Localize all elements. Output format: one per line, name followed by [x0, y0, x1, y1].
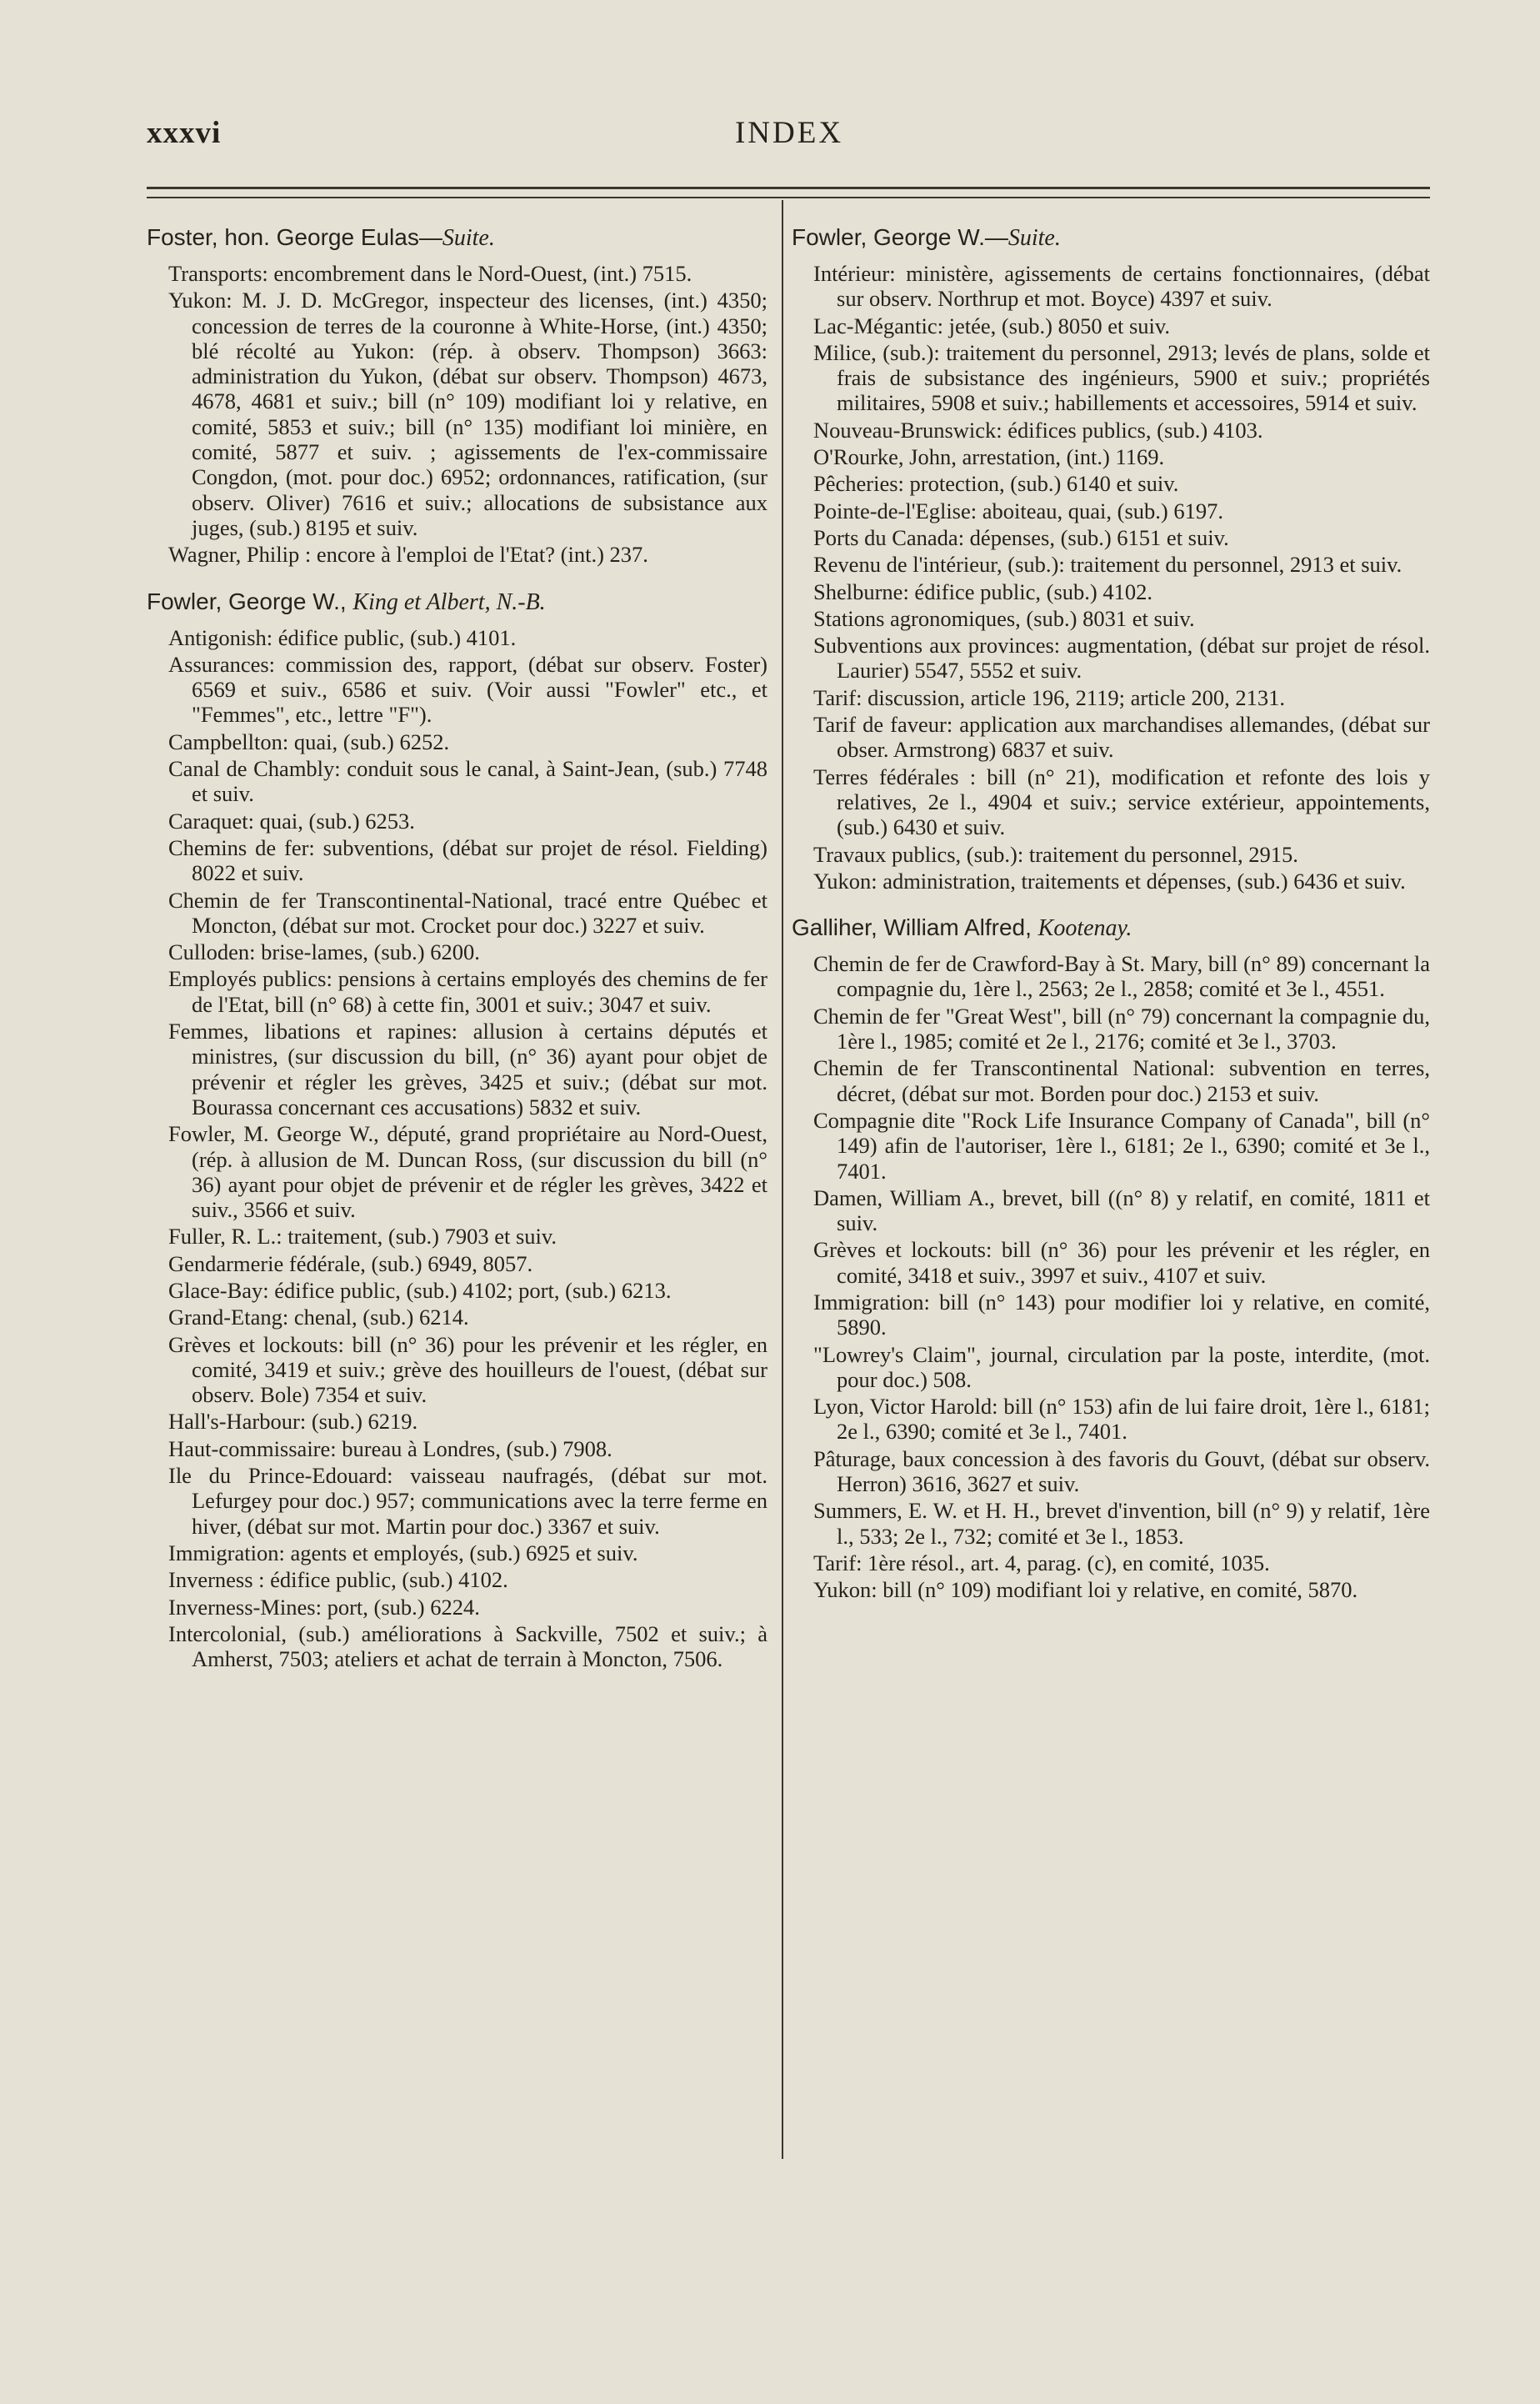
index-entry-fowler [147, 588, 768, 1672]
index-entry-galliher [792, 914, 1430, 1602]
subentry: Hall's-Harbour: (sub.) 6219. [168, 1409, 418, 1435]
subentry: Tarif: discussion, article 196, 2119; article 200, 2131. [813, 684, 1286, 710]
subentry: Compagnie dite "Rock Life Insurance Company of Canada", bill (n° 149) afin de l'autoriser, 1ère l., 6181; 2e l., 6390; comité et 3e l., 7401. [813, 1107, 1430, 1184]
subentry: Lyon, Victor Harold: bill (n° 153) afin de lui faire droit, 1ère l., 6181; 2e l., 6390; comité et 3e l., 7401. [813, 1394, 1430, 1445]
subentry: Lac-Mégantic: jetée, (sub.) 8050 et suiv. [813, 313, 1171, 338]
left-column [147, 223, 768, 1680]
subentry: Yukon: administration, traitements et dépenses, (sub.) 6436 et suiv. [813, 868, 1406, 894]
subentry: Fowler, M. George W., député, grand propriétaire au Nord-Ouest, (rép. à allusion de M. Duncan Ross, (sur discussion du bill (n° 36) ayant pour objet de prévenir et de régler les grèves, 3422 et suiv., 3566 et suiv. [168, 1121, 768, 1223]
riding-name: Kootenay. [1038, 915, 1132, 942]
subentry: Pointe-de-l'Eglise: aboiteau, quai, (sub.) 6197. [813, 498, 1223, 523]
subentry: Femmes, libations et rapines: allusion à certains députés et ministres, (sur discussion du bill, (n° 36) ayant pour objet de prévenir et régler les grèves, 3425 et suiv.; (débat sur mot. Bourassa concernant ces accusations) 5832 et suiv. [168, 1019, 768, 1119]
subentry: Intérieur: ministère, agissements de certains fonctionnaires, (débat sur observ. Northrup et mot. Boyce) 4397 et suiv. [813, 261, 1430, 312]
subentry: Employés publics: pensions à certains employés des chemins de fer de l'Etat, bill (n° 68) à cette fin, 3001 et suiv.; 3047 et suiv. [168, 966, 768, 1017]
subentry: Tarif: 1ère résol., art. 4, parag. (c), en comité, 1035. [813, 1550, 1270, 1575]
subentry: Ile du Prince-Edouard: vaisseau naufragés, (débat sur mot. Lefurgey pour doc.) 957; communications avec la terre ferme en hiver, (débat sur mot. Martin pour doc.) 3367 et suiv. [168, 1463, 768, 1539]
entry-heading: Fowler, George W.—Suite. [792, 224, 1061, 251]
subentry: Travaux publics, (sub.): traitement du personnel, 2915. [813, 841, 1298, 867]
subentry: Chemin de fer Transcontinental National: subvention en terres, décret, (débat sur mot. Borden pour doc.) 2153 et suiv. [813, 1055, 1430, 1106]
subentry: Inverness-Mines: port, (sub.) 6224. [168, 1594, 480, 1620]
subentry: Chemin de fer de Crawford-Bay à St. Mary, bill (n° 89) concernant la compagnie du, 1ère l., 2563; 2e l., 2858; comité et 3e l., 4551. [813, 951, 1430, 1002]
subentry: Transports: encombrement dans le Nord-Ouest, (int.) 7515. [168, 261, 692, 286]
subentry: Summers, E. W. et H. H., brevet d'invention, bill (n° 9) y relatif, 1ère l., 533; 2e l., 732; comité et 3e l., 1853. [813, 1498, 1430, 1549]
subentry: Subventions aux provinces: augmentation, (débat sur projet de résol. Laurier) 5547, 5552 et suiv. [813, 633, 1430, 684]
column-divider [782, 200, 783, 2159]
subentry: Tarif de faveur: application aux marchandises allemandes, (débat sur obser. Armstrong) 6837 et suiv. [813, 712, 1430, 763]
subentry: Chemin de fer "Great West", bill (n° 79) concernant la compagnie du, 1ère l., 1985; comité et 2e l., 2176; comité et 3e l., 3703. [813, 1003, 1430, 1054]
subentry: Chemins de fer: subventions, (débat sur projet de résol. Fielding) 8022 et suiv. [168, 834, 768, 886]
subentry: Nouveau-Brunswick: édifices publics, (sub.) 4103. [813, 417, 1263, 443]
subentry: Grèves et lockouts: bill (n° 36) pour les prévenir et les régler, en comité, 3419 et suiv.; grève des houilleurs de l'ouest, (débat sur observ. Bole) 7354 et suiv. [168, 1331, 768, 1408]
subentry: Revenu de l'intérieur, (sub.): traitement du personnel, 2913 et suiv. [813, 552, 1402, 578]
subentry: Immigration: agents et employés, (sub.) 6925 et suiv. [168, 1540, 638, 1565]
entry-heading: Fowler, George W., King et Albert, N.-B. [147, 588, 546, 615]
index-entry-foster [147, 223, 768, 568]
subentry: Yukon: M. J. D. McGregor, inspecteur des licenses, (int.) 4350; concession de terres de la couronne à White-Horse, (int.) 4350; blé récolté au Yukon: (rép. à observ. Thompson) 3663: administration du Yukon, (débat sur observ. Thompson) 4673, 4678, 4681 et suiv.; bill (n° 109) modifiant loi y relative, en comité, 5853 et suiv.; bill (n° 135) modifiant loi minière, en comité, 5877 et suiv. ; agissements de l'ex-commissaire Congdon, (mot. pour doc.) 6952; ordonnances, ratification, (sur observ. Oliver) 7616 et suiv.; allocations de subsistance aux juges, (sub.) 8195 et suiv. [168, 288, 768, 540]
subentry: Yukon: bill (n° 109) modifiant loi y relative, en comité, 5870. [813, 1577, 1358, 1603]
subentry: Culloden: brise-lames, (sub.) 6200. [168, 939, 480, 965]
subentry: Grand-Etang: chenal, (sub.) 6214. [168, 1305, 469, 1330]
subentry: Stations agronomiques, (sub.) 8031 et suiv. [813, 605, 1195, 631]
subentry: Haut-commissaire: bureau à Londres, (sub.) 7908. [168, 1435, 612, 1461]
subentry: O'Rourke, John, arrestation, (int.) 1169. [813, 444, 1165, 470]
riding-name: King et Albert, N.-B. [352, 588, 546, 615]
subentry: Milice, (sub.): traitement du personnel, 2913; levés de plans, solde et frais de subsistance des ingénieurs, 5900 et suiv.; propriétés militaires, 5908 et suiv.; habillements et accessoires, 5914 et suiv. [813, 339, 1430, 416]
subentry: Pâturage, baux concession à des favoris du Gouvt, (débat sur observ. Herron) 3616, 3627 et suiv. [813, 1445, 1430, 1497]
subentry: Campbellton: quai, (sub.) 6252. [168, 729, 450, 754]
subentry: Fuller, R. L.: traitement, (sub.) 7903 et suiv. [168, 1224, 558, 1250]
subentry: Inverness : édifice public, (sub.) 4102. [168, 1567, 508, 1593]
header-rule-bottom [147, 197, 1430, 198]
subentry: Ports du Canada: dépenses, (sub.) 6151 et suiv. [813, 524, 1229, 550]
subentry: Wagner, Philip : encore à l'emploi de l'Etat? (int.) 237. [168, 542, 648, 568]
subentry: Intercolonial, (sub.) améliorations à Sackville, 7502 et suiv.; à Amherst, 7503; ateliers et achat de terrain à Moncton, 7506. [168, 1620, 768, 1672]
subentry: Canal de Chambly: conduit sous le canal, à Saint-Jean, (sub.) 7748 et suiv. [168, 756, 768, 807]
page-title: INDEX [734, 116, 844, 150]
subentry: Immigration: bill (n° 143) pour modifier loi y relative, en comité, 5890. [813, 1289, 1430, 1340]
subentry: Grèves et lockouts: bill (n° 36) pour les prévenir et les régler, en comité, 3418 et suiv., 3997 et suiv., 4107 et suiv. [813, 1237, 1430, 1288]
subentry: Terres fédérales : bill (n° 21), modification et refonte des lois y relatives, 2e l., 4904 et suiv.; service extérieur, appointements, (sub.) 6430 et suiv. [813, 764, 1430, 840]
subentry: Gendarmerie fédérale, (sub.) 6949, 8057. [168, 1250, 533, 1276]
subentry: Assurances: commission des, rapport, (débat sur observ. Foster) 6569 et suiv., 6586 et suiv. (Voir aussi "Fowler" etc., et "Femmes", etc., lettre "F"). [168, 651, 768, 728]
index-entry-fowler-suite [792, 223, 1430, 894]
entry-heading: Galliher, William Alfred, Kootenay. [792, 914, 1132, 942]
subentry: Antigonish: édifice public, (sub.) 4101. [168, 624, 517, 650]
header-rule-top [147, 187, 1430, 189]
subentry: Chemin de fer Transcontinental-National, tracé entre Québec et Moncton, (débat sur mot. Crocket pour doc.) 3227 et suiv. [168, 887, 768, 938]
subentry: Glace-Bay: édifice public, (sub.) 4102; port, (sub.) 6213. [168, 1277, 672, 1303]
subentry: Caraquet: quai, (sub.) 6253. [168, 808, 415, 834]
subentry: Shelburne: édifice public, (sub.) 4102. [813, 578, 1152, 604]
subentry: Damen, William A., brevet, bill ((n° 8) y relatif, en comité, 1811 et suiv. [813, 1184, 1430, 1236]
subentry: Pêcheries: protection, (sub.) 6140 et suiv. [813, 471, 1179, 497]
page-number: xxxvi [147, 116, 222, 150]
right-column [792, 223, 1430, 1611]
page-header [147, 115, 1432, 157]
entry-heading: Foster, hon. George Eulas—Suite. [147, 224, 495, 251]
subentry: "Lowrey's Claim", journal, circulation par la poste, interdite, (mot. pour doc.) 508. [813, 1341, 1430, 1392]
